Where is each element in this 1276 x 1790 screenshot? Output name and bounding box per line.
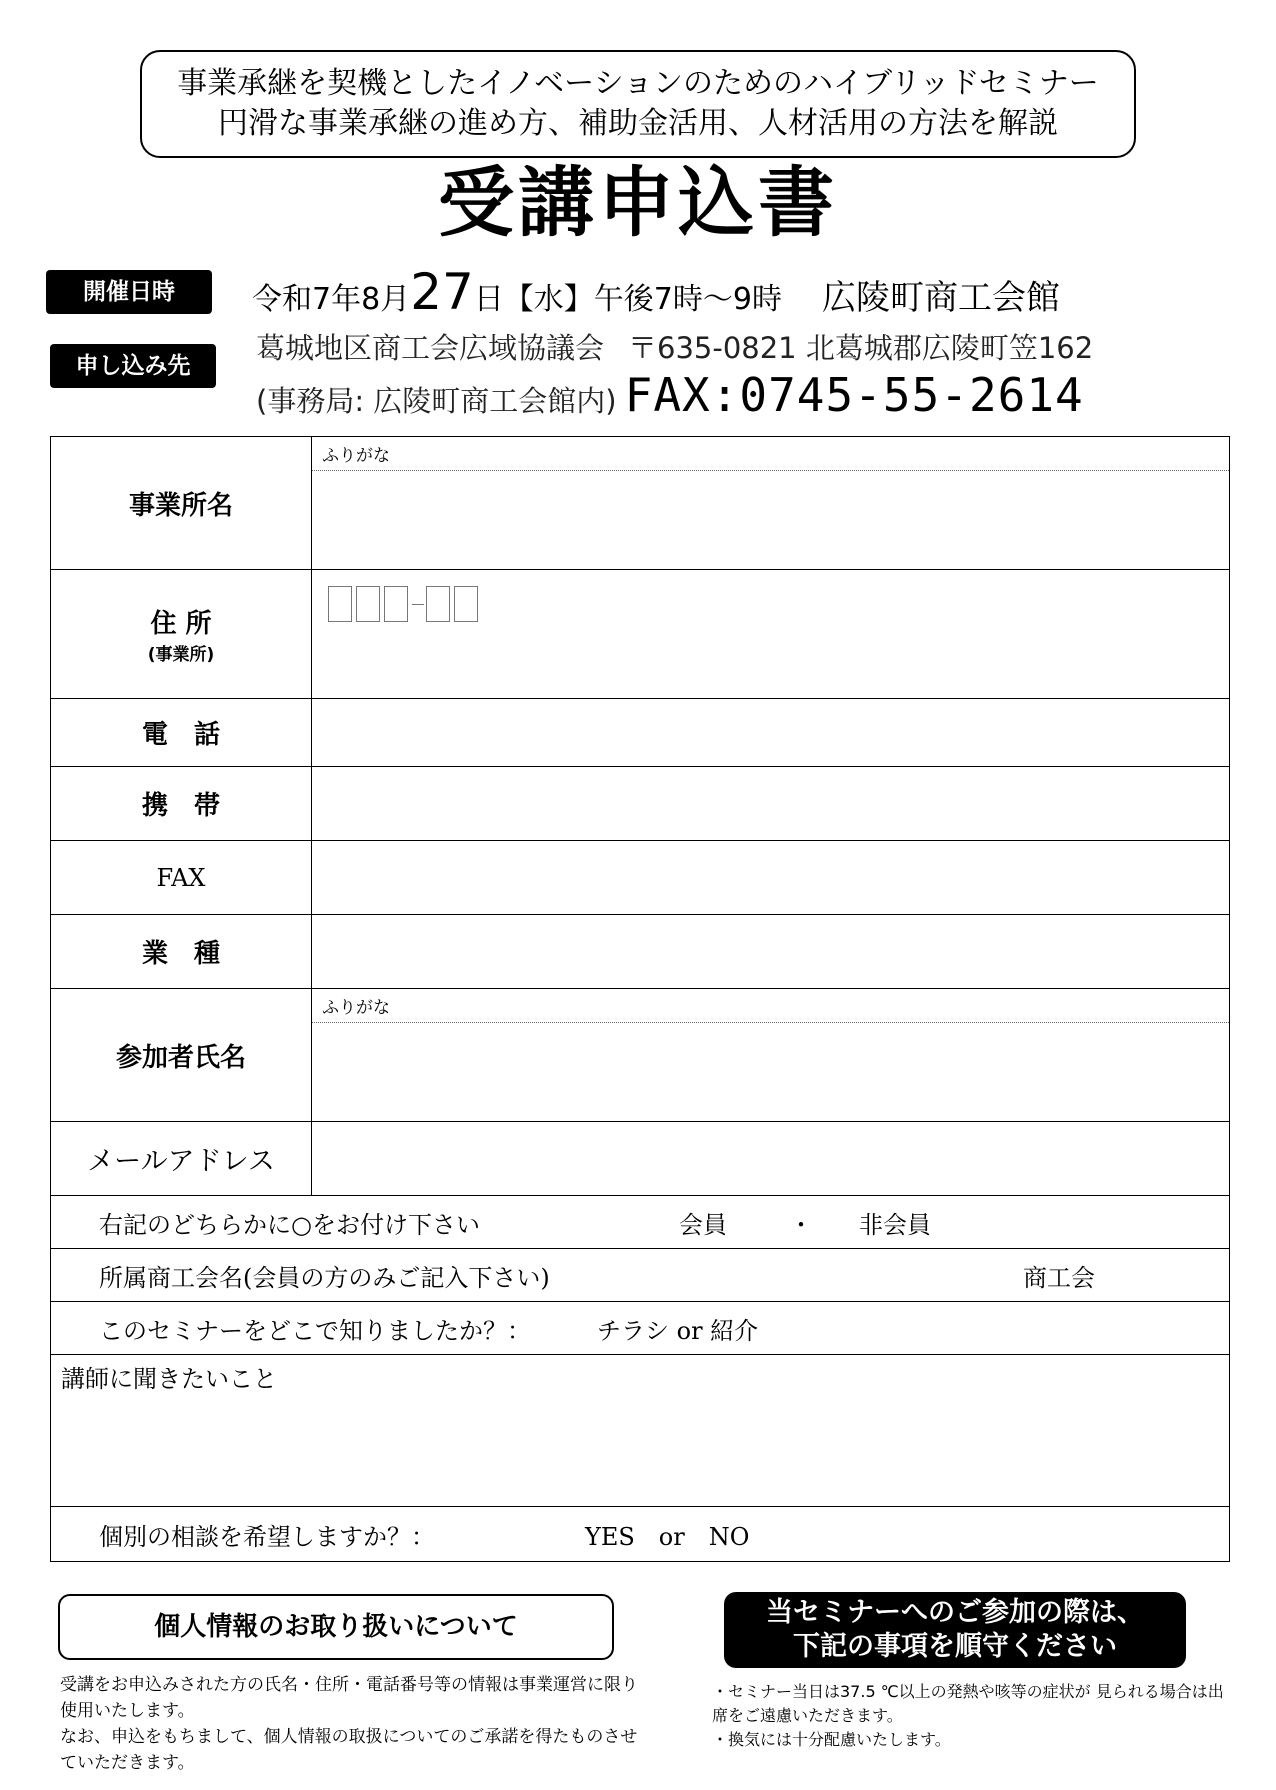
source-cell <box>51 1302 1230 1355</box>
address-label <box>51 570 312 699</box>
furigana-label: ふりがな <box>322 446 390 466</box>
participant-field[interactable] <box>312 989 1230 1122</box>
application-form <box>50 436 1230 1562</box>
apply-office-line <box>256 370 1084 431</box>
mobile-field[interactable] <box>312 767 1230 841</box>
email-label: メールアドレス <box>51 1122 312 1196</box>
mobile-label: 携 帯 <box>51 767 312 841</box>
source-options[interactable]: チラシ or 紹介 <box>597 1316 759 1345</box>
member-option[interactable]: 会員 <box>679 1210 727 1239</box>
membership-prompt: 右記のどちらかに○をお付け下さい <box>99 1210 480 1239</box>
participant-label: 参加者氏名 <box>51 989 312 1122</box>
apply-tag: 申し込み先 <box>50 344 216 388</box>
furigana-divider <box>312 470 1229 471</box>
row-industry <box>51 915 1230 989</box>
seminar-title-box <box>140 50 1136 158</box>
privacy-title-box <box>58 1594 614 1660</box>
page-title: 受講申込書 <box>438 158 838 247</box>
industry-field[interactable] <box>312 915 1230 989</box>
questions-label: 講師に聞きたいこと <box>61 1365 277 1393</box>
phone-label: 電 話 <box>51 699 312 767</box>
furigana-label: ふりがな <box>322 998 390 1018</box>
row-fax <box>51 841 1230 915</box>
date-day: 27 <box>410 263 474 321</box>
membership-cell <box>51 1196 1230 1249</box>
seminar-title: 事業承継を契機としたイノベーションのためのハイブリッドセミナー <box>177 66 1099 101</box>
row-email <box>51 1122 1230 1196</box>
chamber-prompt: 所属商工会名(会員の方のみご記入下さい) <box>99 1263 550 1292</box>
notice-list <box>712 1680 1232 1752</box>
option-separator: ・ <box>789 1210 813 1239</box>
consult-prompt: 個別の相談を希望しますか？： <box>99 1522 435 1551</box>
business-name-field[interactable] <box>312 437 1230 570</box>
questions-field[interactable] <box>51 1355 1230 1507</box>
privacy-text-2: なお、申込をもちまして、個人情報の取扱についてのご承諾を得たものさせていただきます。 <box>60 1727 638 1773</box>
consult-options[interactable]: YES or NO <box>585 1522 750 1551</box>
date-tag: 開催日時 <box>46 270 212 314</box>
notice-title-1: 当セミナーへのご参加の際は、 <box>766 1597 1144 1628</box>
seminar-subtitle: 円滑な事業承継の進め方、補助金活用、人材活用の方法を解説 <box>218 106 1058 141</box>
furigana-divider <box>312 1022 1229 1023</box>
apply-fax: FAX:0745-55-2614 <box>624 368 1084 422</box>
address-label-text: 住 所 <box>150 609 212 639</box>
chamber-cell[interactable] <box>51 1249 1230 1302</box>
fax-label: FAX <box>51 841 312 915</box>
postal-code-boxes[interactable] <box>328 586 482 622</box>
chamber-suffix: 商工会 <box>1023 1263 1095 1292</box>
date-suffix: 日【水】午後7時～9時 <box>473 282 782 317</box>
source-prompt: このセミナーをどこで知りましたか？： <box>99 1316 531 1345</box>
row-mobile <box>51 767 1230 841</box>
apply-postal: 〒635-0821 北葛城郡広陵町笠162 <box>628 331 1094 365</box>
notice-title-box <box>724 1592 1186 1668</box>
row-participant <box>51 989 1230 1122</box>
notice-title-2: 下記の事項を順守ください <box>793 1631 1117 1662</box>
notice-item-2: ・換気には十分配慮いたします。 <box>712 1730 951 1749</box>
non-member-option[interactable]: 非会員 <box>859 1210 931 1239</box>
notice-item-1: ・セミナー当日は37.5 ℃以上の発熱や咳等の症状が 見られる場合は出席をご遠慮いただきます。 <box>712 1682 1224 1725</box>
row-source <box>51 1302 1230 1355</box>
row-business-name <box>51 437 1230 570</box>
address-field[interactable] <box>312 570 1230 699</box>
event-venue: 広陵町商工会館 <box>822 278 1060 318</box>
row-membership <box>51 1196 1230 1249</box>
row-phone <box>51 699 1230 767</box>
consult-cell <box>51 1507 1230 1562</box>
row-consult <box>51 1507 1230 1562</box>
privacy-title: 個人情報のお取り扱いについて <box>154 1612 518 1642</box>
industry-label: 業 種 <box>51 915 312 989</box>
fax-field[interactable] <box>312 841 1230 915</box>
privacy-text <box>60 1672 640 1776</box>
privacy-text-1: 受講をお申込みされた方の氏名・住所・電話番号等の情報は事業運営に限り使用いたします。 <box>60 1675 638 1721</box>
date-prefix: 令和7年8月 <box>252 282 411 317</box>
apply-org-line <box>256 328 1093 368</box>
row-questions <box>51 1355 1230 1507</box>
apply-office: (事務局: 広陵町商工会館内) <box>256 384 617 418</box>
row-chamber <box>51 1249 1230 1302</box>
address-label-sub: (事業所) <box>147 645 215 665</box>
apply-org: 葛城地区商工会広域協議会 <box>256 331 605 365</box>
business-name-label: 事業所名 <box>51 437 312 570</box>
phone-field[interactable] <box>312 699 1230 767</box>
row-address <box>51 570 1230 699</box>
event-date <box>252 262 1060 330</box>
email-field[interactable] <box>312 1122 1230 1196</box>
